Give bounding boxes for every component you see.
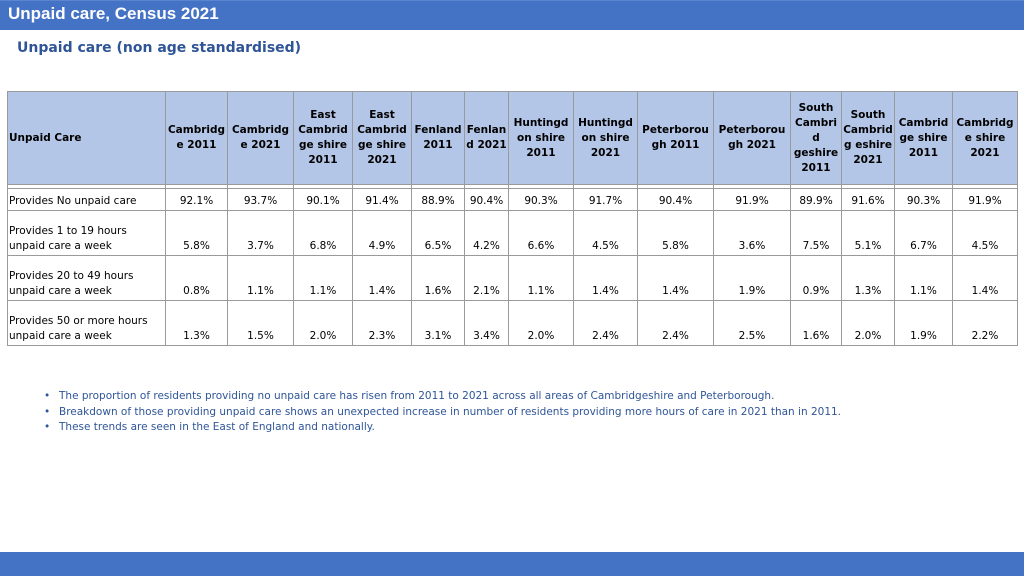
column-header: East Cambridge shire 2011 [294,92,353,185]
table-cell: 92.1% [166,189,228,211]
column-header: Fenland 2021 [465,92,509,185]
table-cell: 1.4% [638,256,714,301]
table-cell: 2.0% [842,301,895,346]
table-cell: 3.4% [465,301,509,346]
table-cell: 1.1% [294,256,353,301]
table-cell: 0.9% [791,256,842,301]
note-text: These trends are seen in the East of England and nationally. [59,421,375,433]
bullet-icon: • [44,421,51,433]
column-header: Cambridge shire 2021 [953,92,1018,185]
table-cell: 91.9% [953,189,1018,211]
table-cell: 91.9% [714,189,791,211]
table-row [8,256,1018,301]
column-header: Cambridge shire 2011 [895,92,953,185]
table-cell: 4.5% [953,211,1018,256]
table-cell: 0.8% [166,256,228,301]
table-cell: 90.4% [638,189,714,211]
table-header-row [8,92,1018,185]
column-header: Fenland 2011 [412,92,465,185]
note-text: Breakdown of those providing unpaid care shows an unexpected increase in number of residents providing more hours of care in 2021 than in 2011. [59,405,842,418]
column-header: Huntingdon shire 2011 [509,92,574,185]
footer-bar [0,552,1024,576]
table-cell: 90.3% [509,189,574,211]
table-cell: 1.3% [842,256,895,301]
table-cell: 7.5% [791,211,842,256]
column-header: Cambridge 2011 [166,92,228,185]
table-cell: 4.9% [353,211,412,256]
table-cell: 1.6% [412,256,465,301]
section-subtitle: Unpaid care (non age standardised) [17,40,302,56]
table-cell: 3.1% [412,301,465,346]
table-cell: 6.5% [412,211,465,256]
table-cell: 5.8% [638,211,714,256]
table-cell: 5.1% [842,211,895,256]
list-item [44,420,841,436]
column-header: South Cambridg eshire 2021 [842,92,895,185]
list-item [44,405,841,421]
table-cell: 90.4% [465,189,509,211]
table-cell: 6.7% [895,211,953,256]
table-row-header: Unpaid Care [8,92,166,185]
note-text: The proportion of residents providing no unpaid care has risen from 2011 to 2021 across all areas of Cambridgeshire and Peterborough. [59,390,775,402]
column-header: Cambridge 2021 [228,92,294,185]
column-header: South Cambrid geshire 2011 [791,92,842,185]
header-bar [0,0,1024,30]
table-cell: 2.2% [953,301,1018,346]
table-row [8,211,1018,256]
bullet-icon: • [44,405,51,418]
row-label: Provides 1 to 19 hours unpaid care a week [8,211,166,256]
table-cell: 1.9% [895,301,953,346]
table-cell: 1.6% [791,301,842,346]
table-cell: 1.1% [509,256,574,301]
table-cell: 2.4% [574,301,638,346]
table-cell: 4.2% [465,211,509,256]
column-header: Peterborough 2021 [714,92,791,185]
table-cell: 1.1% [228,256,294,301]
table-cell: 91.7% [574,189,638,211]
column-header: Peterborough 2011 [638,92,714,185]
unpaid-care-table [7,91,1018,346]
column-header: East Cambridge shire 2021 [353,92,412,185]
table-cell: 2.5% [714,301,791,346]
table-cell: 93.7% [228,189,294,211]
table-cell: 2.0% [294,301,353,346]
table-row [8,301,1018,346]
table-row [8,189,1018,211]
table-cell: 3.7% [228,211,294,256]
table-cell: 6.6% [509,211,574,256]
table-cell: 91.6% [842,189,895,211]
table-cell: 6.8% [294,211,353,256]
table-cell: 2.0% [509,301,574,346]
row-label: Provides 20 to 49 hours unpaid care a week [8,256,166,301]
notes-list [44,389,841,436]
table-cell: 1.4% [353,256,412,301]
table-cell: 1.4% [953,256,1018,301]
table-cell: 1.3% [166,301,228,346]
table-cell: 2.3% [353,301,412,346]
table-cell: 1.1% [895,256,953,301]
column-header: Huntingdon shire 2021 [574,92,638,185]
table-cell: 90.3% [895,189,953,211]
row-label: Provides 50 or more hours unpaid care a week [8,301,166,346]
table-cell: 1.4% [574,256,638,301]
table-cell: 1.9% [714,256,791,301]
page-title: Unpaid care, Census 2021 [8,4,219,23]
bullet-icon: • [44,390,51,402]
table-cell: 88.9% [412,189,465,211]
list-item [44,389,841,405]
table-cell: 2.4% [638,301,714,346]
table-cell: 5.8% [166,211,228,256]
table-cell: 1.5% [228,301,294,346]
row-label: Provides No unpaid care [8,189,166,211]
table-cell: 91.4% [353,189,412,211]
table-cell: 3.6% [714,211,791,256]
table-cell: 90.1% [294,189,353,211]
table-cell: 89.9% [791,189,842,211]
table-cell: 2.1% [465,256,509,301]
table-cell: 4.5% [574,211,638,256]
